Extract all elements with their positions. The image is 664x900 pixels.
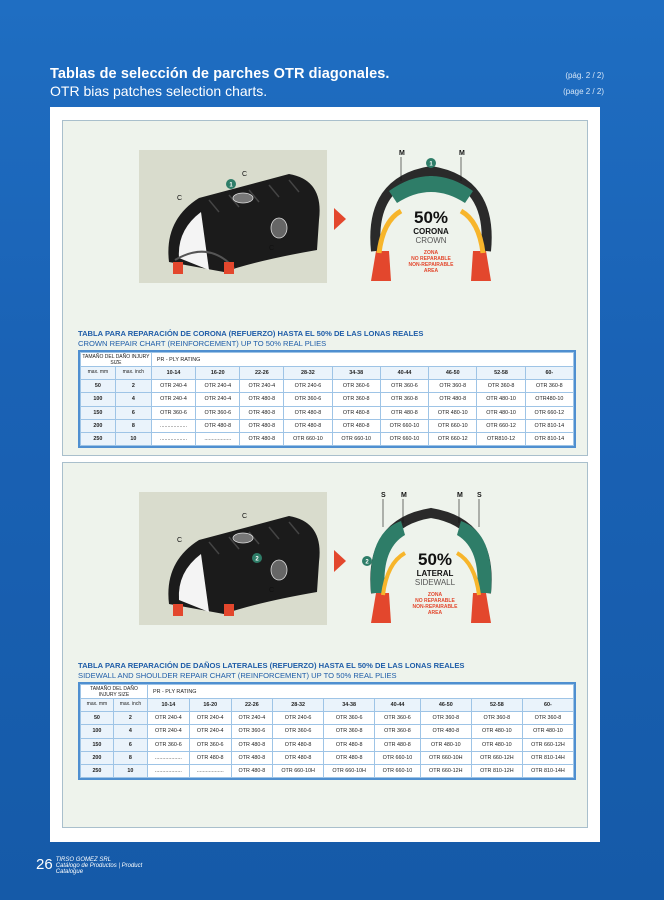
table-row: [81, 751, 574, 764]
size-mm: 100: [81, 393, 116, 406]
arrow-right-icon: [334, 550, 346, 572]
patch-cell: OTR 360-6: [231, 725, 272, 738]
size-mm: 250: [81, 764, 114, 777]
footer-company: TIRSO GOMEZ SRL: [55, 857, 112, 863]
patch-cell: OTR 360-8: [380, 393, 428, 406]
photo-label-c1: C: [177, 195, 183, 202]
crown-table-subtitle: CROWN REPAIR CHART (REINFORCEMENT) UP TO 50% REAL PLIES: [78, 339, 327, 348]
patch-cell: OTR 480-8: [189, 751, 231, 764]
patch-cell: OTR 480-10: [420, 738, 471, 751]
patch-cell: OTR 240-4: [151, 393, 195, 406]
diagram-badge-2: 2: [365, 559, 369, 566]
patch-cell: OTR 480-8: [240, 406, 284, 419]
patch-cell: OTR 660-10H: [420, 751, 471, 764]
patch-cell: OTR 480-8: [240, 393, 284, 406]
arrow-right-icon: [334, 208, 346, 230]
patch-cell: OTR 360-6: [284, 393, 332, 406]
crown-repair-table: [78, 350, 576, 448]
patch-cell: OTR 480-10: [477, 406, 525, 419]
patch-cell: OTR 240-4: [189, 725, 231, 738]
patch-cell: OTR 360-8: [324, 725, 375, 738]
table-row: [81, 712, 574, 725]
table-row: [81, 406, 574, 419]
diagram-label-m2: M: [457, 492, 463, 499]
photo-badge-1: 1: [229, 182, 233, 189]
crown-table-title: TABLA PARA REPARACIÓN DE CORONA (REFUERZO) HASTA EL 50% DE LAS LONAS REALES: [78, 329, 424, 338]
ply-range-10-14: 10-14: [147, 699, 189, 712]
patch-cell: OTR 240-4: [189, 712, 231, 725]
patch-cell: OTR 480-10: [477, 393, 525, 406]
diagram-label-m1: M: [401, 492, 407, 499]
crown-tire-photo: [139, 150, 327, 283]
table-header-row: [81, 685, 574, 699]
patch-cell: ..................: [151, 432, 195, 445]
table-row: [81, 380, 574, 393]
size-header: TAMAÑO DEL DAÑO INJURY SIZE: [82, 353, 150, 366]
patch-cell: OTR 810-12H: [471, 764, 522, 777]
repair-zone-line1: ZONA: [427, 592, 443, 598]
repair-zone-line4: AREA: [423, 268, 439, 274]
page-number: 26: [36, 856, 53, 873]
ply-range-46-50: 46-50: [429, 367, 477, 380]
ply-range-60-: 60-: [522, 699, 573, 712]
page-footer: [36, 856, 152, 875]
sidewall-repair-section: [62, 462, 588, 828]
size-inch: 8: [113, 751, 147, 764]
size-inch: 2: [113, 712, 147, 725]
photo-label-c1: C: [177, 537, 183, 544]
patch-cell: OTR 360-8: [525, 380, 573, 393]
size-inch: 6: [113, 738, 147, 751]
patch-cell: OTR 660-10: [380, 432, 428, 445]
patch-cell: OTR 660-10: [375, 751, 421, 764]
patch-cell: OTR 660-10: [284, 432, 332, 445]
patch-cell: OTR 660-10: [429, 419, 477, 432]
patch-cell: OTR 810-14H: [522, 751, 573, 764]
photo-label-c3: C: [269, 245, 275, 252]
patch-cell: OTR 480-10: [522, 725, 573, 738]
table-header-row: [81, 353, 574, 367]
patch-cell: OTR 360-8: [420, 712, 471, 725]
size-inch: 4: [115, 393, 151, 406]
ply-range-22-26: 22-26: [231, 699, 272, 712]
ply-range-34-38: 34-38: [332, 367, 380, 380]
ply-range-40-44: 40-44: [380, 367, 428, 380]
sidewall-tire-photo: [139, 492, 327, 625]
patch-cell: OTR 480-8: [332, 419, 380, 432]
inch-header: max. inch: [115, 367, 151, 380]
size-mm: 250: [81, 432, 116, 445]
ply-range-16-20: 16-20: [189, 699, 231, 712]
content-sheet: [50, 107, 600, 842]
sidewall-table-title: TABLA PARA REPARACIÓN DE DAÑOS LATERALES (REFUERZO) HASTA EL 50% DE LAS LONAS REALES: [78, 661, 465, 670]
patch-cell: OTR 360-6: [380, 380, 428, 393]
table-row: [81, 725, 574, 738]
patch-cell: ..................: [151, 419, 195, 432]
patch-cell: OTR 240-4: [231, 712, 272, 725]
patch-cell: OTR 660-10H: [273, 764, 324, 777]
patch-cell: OTR 480-8: [231, 751, 272, 764]
mm-header: max. mm: [81, 367, 116, 380]
patch-cell: OTR480-10: [525, 393, 573, 406]
repair-zone-line4: AREA: [427, 610, 443, 616]
size-inch: 10: [113, 764, 147, 777]
sidewall-table-subtitle: SIDEWALL AND SHOULDER REPAIR CHART (REINFORCEMENT) UP TO 50% REAL PLIES: [78, 671, 397, 680]
patch-cell: OTR 660-12H: [471, 751, 522, 764]
patch-cell: OTR 480-8: [231, 764, 272, 777]
patch-cell: ..................: [189, 764, 231, 777]
crown-zone-diagram: [361, 141, 501, 291]
page-header: [50, 66, 604, 99]
patch-cell: OTR 480-8: [324, 738, 375, 751]
diagram-label-m2: M: [459, 150, 465, 157]
patch-cell: OTR 660-12: [429, 432, 477, 445]
patch-cell: OTR 480-8: [332, 406, 380, 419]
patch-cell: OTR 660-12: [477, 419, 525, 432]
patch-cell: OTR 240-4: [151, 380, 195, 393]
diagram-percent: 50%: [413, 208, 449, 227]
inch-header: max. inch: [113, 699, 147, 712]
patch-cell: OTR 480-8: [196, 419, 240, 432]
patch-cell: OTR 360-8: [477, 380, 525, 393]
size-mm: 50: [81, 712, 114, 725]
repair-zone-line2: NO REPARABLE: [411, 256, 451, 262]
patch-cell: OTR 480-10: [471, 725, 522, 738]
ply-range-40-44: 40-44: [375, 699, 421, 712]
diagram-label-m1: M: [399, 150, 405, 157]
size-mm: 200: [81, 419, 116, 432]
ply-rating-header: PR - PLY RATING: [147, 685, 573, 699]
patch-cell: OTR 360-6: [375, 712, 421, 725]
photo-badge-2: 2: [255, 556, 259, 563]
patch-cell: OTR 480-8: [284, 406, 332, 419]
repair-zone-line3: NON-REPAIRABLE: [412, 604, 458, 610]
size-inch: 6: [115, 406, 151, 419]
patch-cell: OTR 660-12H: [420, 764, 471, 777]
size-mm: 150: [81, 738, 114, 751]
diagram-badge-1: 1: [429, 161, 433, 168]
patch-cell: OTR 360-6: [196, 406, 240, 419]
patch-cell: OTR 810-14H: [522, 764, 573, 777]
ply-range-28-32: 28-32: [284, 367, 332, 380]
size-mm: 200: [81, 751, 114, 764]
diagram-zone-en: CROWN: [415, 236, 447, 245]
footer-catalogue: Catálogo de Productos | Product Catalogue: [55, 863, 143, 875]
patch-cell: OTR 660-12H: [522, 738, 573, 751]
table-row: [81, 764, 574, 777]
diagram-percent: 50%: [417, 550, 453, 569]
size-inch: 2: [115, 380, 151, 393]
patch-cell: OTR 480-8: [420, 725, 471, 738]
patch-cell: OTR 480-8: [429, 393, 477, 406]
patch-cell: OTR 480-8: [273, 738, 324, 751]
diagram-zone-en: SIDEWALL: [414, 578, 456, 587]
title-english: OTR bias patches selection charts.: [50, 83, 268, 99]
patch-cell: OTR 810-14: [525, 432, 573, 445]
mm-header: max. mm: [81, 699, 114, 712]
patch-cell: OTR 360-6: [324, 712, 375, 725]
patch-cell: OTR 240-4: [240, 380, 284, 393]
range-header-row: [81, 699, 574, 712]
patch-cell: OTR 660-10: [332, 432, 380, 445]
patch-cell: OTR 360-8: [375, 725, 421, 738]
patch-cell: OTR 660-12: [525, 406, 573, 419]
patch-cell: OTR 360-8: [522, 712, 573, 725]
patch-cell: OTR 240-4: [147, 725, 189, 738]
ply-rating-header: PR - PLY RATING: [151, 353, 573, 367]
diagram-label-s1: S: [381, 492, 386, 499]
patch-cell: OTR 480-8: [231, 738, 272, 751]
table-row: [81, 738, 574, 751]
title-spanish: Tablas de selección de parches OTR diagonales.: [50, 66, 390, 82]
ply-range-60-: 60-: [525, 367, 573, 380]
diagram-label-s2: S: [477, 492, 482, 499]
patch-cell: OTR 240-4: [196, 380, 240, 393]
patch-cell: OTR 360-6: [189, 738, 231, 751]
size-inch: 4: [113, 725, 147, 738]
patch-cell: OTR 660-10H: [324, 764, 375, 777]
photo-label-c3: C: [269, 587, 275, 594]
ply-range-52-58: 52-58: [471, 699, 522, 712]
size-mm: 150: [81, 406, 116, 419]
patch-cell: OTR 480-10: [429, 406, 477, 419]
table-row: [81, 432, 574, 445]
patch-cell: OTR 240-6: [273, 712, 324, 725]
size-header: TAMAÑO DEL DAÑO INJURY SIZE: [81, 685, 148, 699]
ply-range-22-26: 22-26: [240, 367, 284, 380]
patch-cell: OTR 480-8: [284, 419, 332, 432]
patch-cell: OTR 360-6: [332, 380, 380, 393]
patch-cell: OTR 480-8: [324, 751, 375, 764]
sidewall-repair-table: [78, 682, 576, 780]
page-indicator-es: (pág. 2 / 2): [565, 71, 604, 80]
repair-zone-line3: NON-REPAIRABLE: [408, 262, 454, 268]
patch-cell: ..................: [196, 432, 240, 445]
sidewall-zone-diagram: [361, 483, 501, 633]
patch-cell: OTR 360-6: [273, 725, 324, 738]
ply-range-10-14: 10-14: [151, 367, 195, 380]
size-inch: 8: [115, 419, 151, 432]
ply-range-28-32: 28-32: [273, 699, 324, 712]
patch-cell: OTR 360-8: [471, 712, 522, 725]
ply-range-34-38: 34-38: [324, 699, 375, 712]
repair-zone-line2: NO REPARABLE: [415, 598, 455, 604]
patch-cell: OTR 660-10: [375, 764, 421, 777]
patch-cell: OTR 480-8: [273, 751, 324, 764]
patch-cell: ..................: [147, 751, 189, 764]
patch-cell: ..................: [147, 764, 189, 777]
photo-label-c2: C: [242, 171, 248, 178]
diagram-zone-es: LATERAL: [416, 569, 454, 578]
diagram-zone-es: CORONA: [413, 227, 449, 236]
size-mm: 50: [81, 380, 116, 393]
patch-cell: OTR 240-4: [147, 712, 189, 725]
table-row: [81, 393, 574, 406]
range-header-row: [81, 367, 574, 380]
patch-cell: OTR 240-6: [284, 380, 332, 393]
patch-cell: OTR810-12: [477, 432, 525, 445]
patch-cell: OTR 360-8: [429, 380, 477, 393]
patch-cell: OTR 480-8: [375, 738, 421, 751]
patch-cell: OTR 480-8: [380, 406, 428, 419]
page-indicator-en: (page 2 / 2): [563, 87, 604, 96]
patch-cell: OTR 480-10: [471, 738, 522, 751]
ply-range-16-20: 16-20: [196, 367, 240, 380]
patch-cell: OTR 360-6: [147, 738, 189, 751]
patch-cell: OTR 240-4: [196, 393, 240, 406]
photo-label-c2: C: [242, 513, 248, 520]
crown-repair-section: [62, 120, 588, 456]
patch-cell: OTR 480-8: [240, 419, 284, 432]
table-row: [81, 419, 574, 432]
patch-cell: OTR 360-8: [332, 393, 380, 406]
patch-cell: OTR 480-8: [240, 432, 284, 445]
ply-range-52-58: 52-58: [477, 367, 525, 380]
ply-range-46-50: 46-50: [420, 699, 471, 712]
size-inch: 10: [115, 432, 151, 445]
patch-cell: OTR 360-6: [151, 406, 195, 419]
repair-zone-line1: ZONA: [423, 250, 439, 256]
patch-cell: OTR 810-14: [525, 419, 573, 432]
size-mm: 100: [81, 725, 114, 738]
patch-cell: OTR 660-10: [380, 419, 428, 432]
